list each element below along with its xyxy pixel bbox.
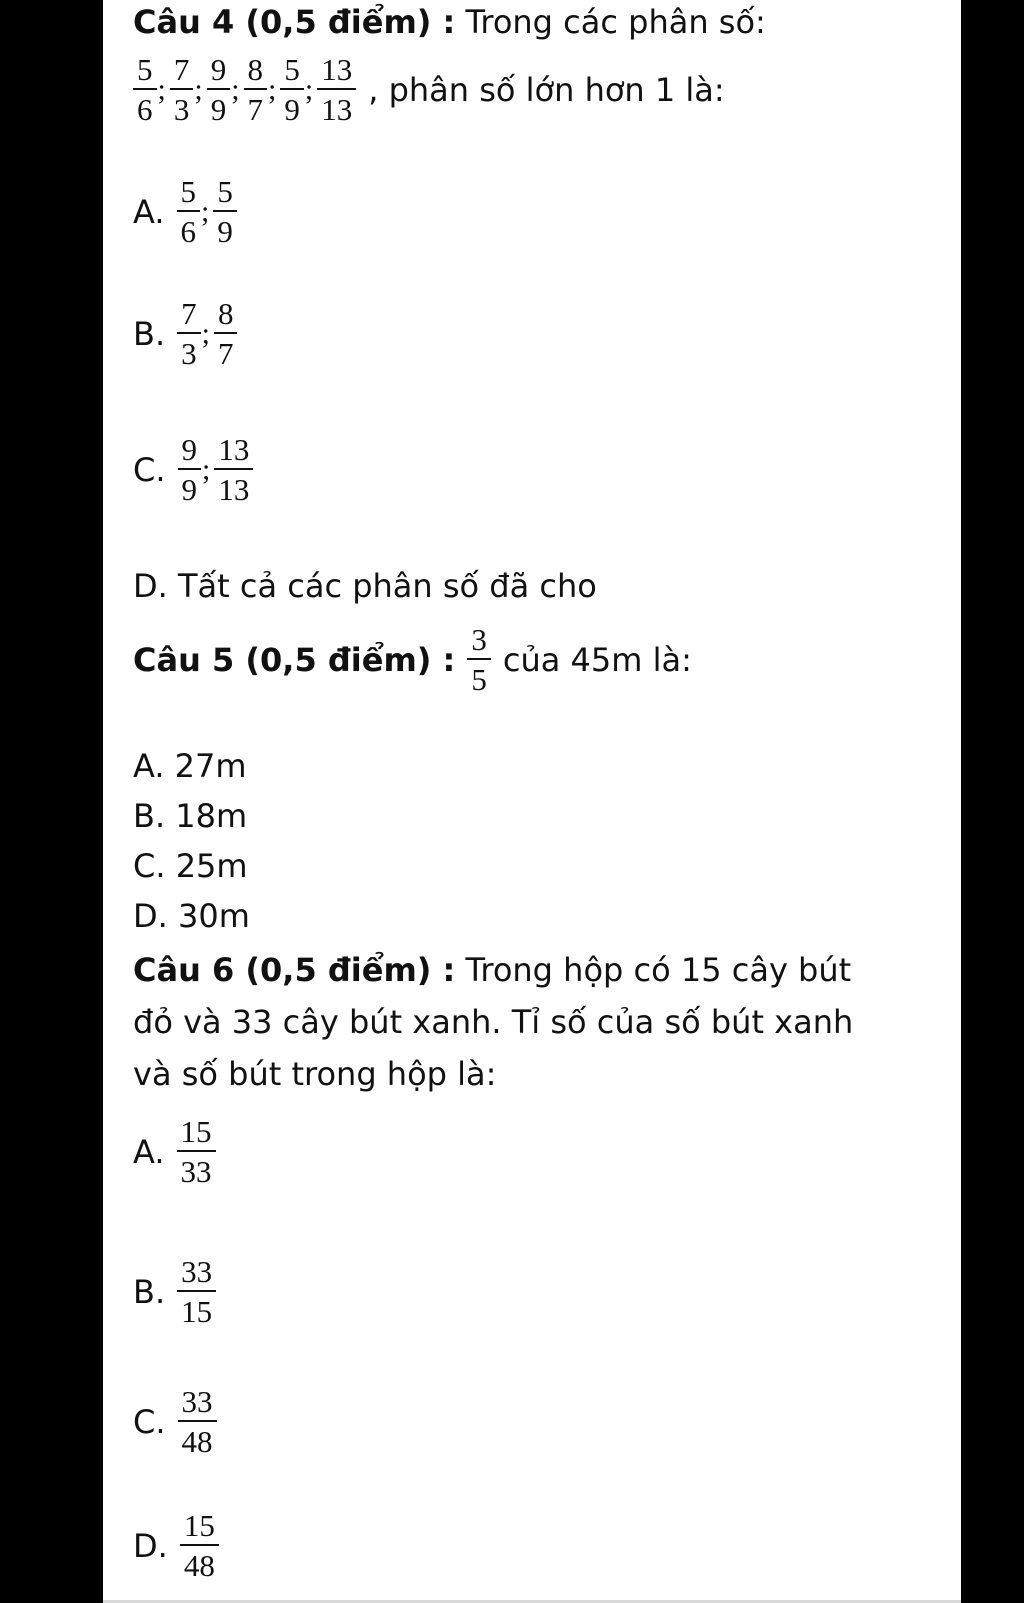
- fraction: $\frac{33}{15}$: [177, 1256, 216, 1327]
- option-text: Tất cả các phân số đã cho: [177, 567, 597, 605]
- q4-fraction-line: [133, 54, 725, 125]
- fraction: $\frac{5}{9}$: [213, 176, 237, 247]
- q4-option-a[interactable]: [133, 176, 237, 247]
- fraction: $\frac{5}{6}$: [177, 176, 201, 247]
- q5-option-c[interactable]: [133, 846, 248, 886]
- option-label: D.: [133, 897, 168, 935]
- separator: ;: [202, 452, 211, 486]
- q4-heading: [133, 2, 766, 42]
- q5-option-b[interactable]: [133, 796, 247, 836]
- q5-title: Câu 5 (0,5 điểm) :: [133, 640, 456, 679]
- q6-line1: Trong hộp có 15 cây bút: [465, 951, 852, 989]
- q6-option-d[interactable]: [133, 1510, 219, 1581]
- q4-fraction-1: $\frac{5}{6}$: [133, 54, 157, 125]
- option-text: 30m: [177, 897, 250, 935]
- option-label: D.: [133, 1526, 168, 1565]
- q5-tail: của 45m là:: [502, 640, 692, 679]
- q4-fraction-4: $\frac{8}{7}$: [244, 54, 268, 125]
- option-label: A.: [133, 192, 165, 231]
- option-label: C.: [133, 450, 166, 489]
- document-page: [103, 0, 961, 1603]
- q6-option-c[interactable]: [133, 1386, 217, 1457]
- option-label: A.: [133, 1132, 165, 1171]
- q6-line2: đỏ và 33 cây bút xanh. Tỉ số của số bút xanh: [133, 1003, 854, 1041]
- q4-fraction-2: $\frac{7}{3}$: [170, 54, 194, 125]
- separator: ;: [304, 72, 314, 106]
- fraction: $\frac{13}{13}$: [214, 434, 253, 505]
- option-label: C.: [133, 1402, 166, 1441]
- q5-heading: [133, 624, 692, 695]
- q6-line3: và số bút trong hộp là:: [133, 1055, 497, 1093]
- option-label: D.: [133, 567, 168, 605]
- option-text: 25m: [175, 847, 248, 885]
- q5-fraction: $\frac{3}{5}$: [467, 624, 491, 695]
- option-label: C.: [133, 847, 166, 885]
- q6-option-b[interactable]: [133, 1256, 216, 1327]
- q4-fraction-3: $\frac{9}{9}$: [207, 54, 231, 125]
- q5-option-a[interactable]: [133, 746, 247, 786]
- fraction: $\frac{8}{7}$: [214, 298, 238, 369]
- fraction: $\frac{9}{9}$: [178, 434, 202, 505]
- separator: ;: [268, 72, 277, 106]
- q6-option-a[interactable]: [133, 1116, 216, 1187]
- separator: ;: [201, 316, 210, 350]
- q4-option-c[interactable]: [133, 434, 253, 505]
- q6-title: Câu 6 (0,5 điểm) :: [133, 951, 456, 989]
- q6-heading: [133, 950, 851, 990]
- fraction: $\frac{33}{48}$: [178, 1386, 217, 1457]
- option-text: 27m: [174, 747, 247, 785]
- q4-tail: , phân số lớn hơn 1 là:: [368, 70, 725, 109]
- separator: ;: [194, 72, 203, 106]
- separator: ;: [231, 72, 240, 106]
- fraction: $\frac{15}{33}$: [177, 1116, 216, 1187]
- q4-fraction-6: $\frac{13}{13}$: [317, 54, 356, 125]
- q5-option-d[interactable]: [133, 896, 250, 936]
- option-label: B.: [133, 797, 166, 835]
- separator: ;: [157, 72, 166, 106]
- q4-fraction-5: $\frac{5}{9}$: [280, 54, 304, 125]
- q4-title: Câu 4 (0,5 điểm) :: [133, 3, 456, 41]
- q4-intro: Trong các phân số:: [465, 3, 766, 41]
- q4-option-b[interactable]: [133, 298, 237, 369]
- fraction: $\frac{7}{3}$: [177, 298, 201, 369]
- option-label: A.: [133, 747, 165, 785]
- option-label: B.: [133, 314, 166, 353]
- fraction: $\frac{15}{48}$: [180, 1510, 219, 1581]
- option-text: 18m: [175, 797, 248, 835]
- option-label: B.: [133, 1272, 166, 1311]
- separator: ;: [201, 194, 210, 228]
- q4-option-d[interactable]: [133, 566, 597, 606]
